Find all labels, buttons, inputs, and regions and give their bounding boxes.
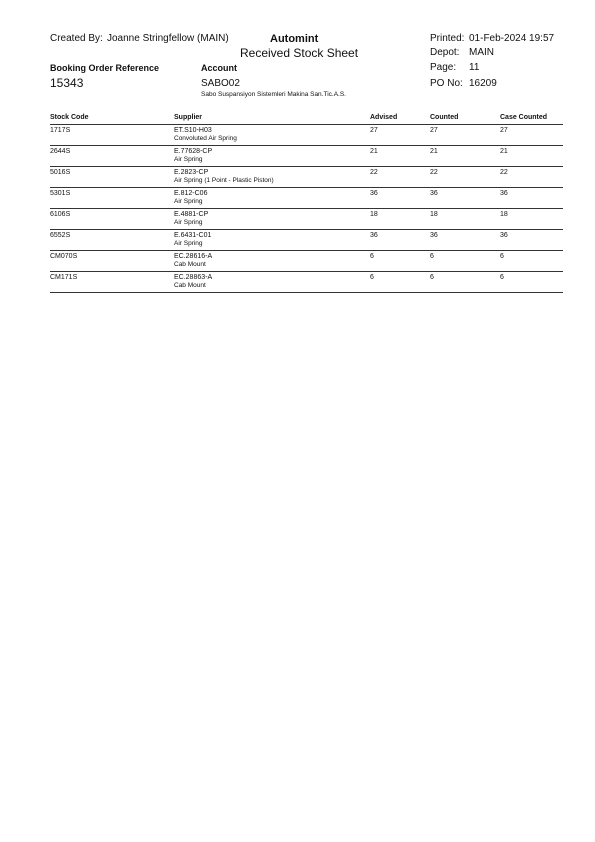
table-row <box>50 272 563 293</box>
case-counted-qty: 21 <box>500 148 508 155</box>
stock-code: CM070S <box>50 253 78 260</box>
advised-qty: 36 <box>370 232 378 239</box>
created-by-value: Joanne Stringfellow (MAIN) <box>107 33 229 44</box>
account-label: Account <box>201 63 237 73</box>
sheet-title: Received Stock Sheet <box>240 46 359 60</box>
case-counted-qty: 18 <box>500 211 508 218</box>
stock-code: 2644S <box>50 148 71 155</box>
counted-qty: 6 <box>430 253 434 260</box>
col-supplier: Supplier <box>174 114 203 121</box>
supplier-code: E.812-C06 <box>174 190 208 197</box>
po-label: PO No: <box>430 78 463 89</box>
counted-qty: 21 <box>430 148 438 155</box>
advised-qty: 36 <box>370 190 378 197</box>
counted-qty: 36 <box>430 232 438 239</box>
booking-ref-value: 15343 <box>50 76 84 90</box>
col-stock-code: Stock Code <box>50 114 89 121</box>
item-description: Air Spring <box>174 156 203 163</box>
supplier-code: E.77628-CP <box>174 148 213 155</box>
stock-code: 1717S <box>50 127 71 134</box>
account-code: SABO02 <box>201 78 240 89</box>
item-description: Air Spring (1 Point - Plastic Piston) <box>174 177 274 184</box>
counted-qty: 36 <box>430 190 438 197</box>
item-description: Air Spring <box>174 198 203 205</box>
stock-code: 6106S <box>50 211 71 218</box>
depot-value: MAIN <box>469 47 494 58</box>
printed-label: Printed: <box>430 33 465 44</box>
page-value: 11 <box>469 62 480 73</box>
supplier-code: E.6431-C01 <box>174 232 212 239</box>
case-counted-qty: 22 <box>500 169 508 176</box>
col-case-counted: Case Counted <box>500 114 548 121</box>
stock-code: 5301S <box>50 190 71 197</box>
item-description: Cab Mount <box>174 261 206 268</box>
advised-qty: 6 <box>370 253 374 260</box>
table-row <box>50 146 563 167</box>
supplier-code: EC.28616-A <box>174 253 213 260</box>
created-by-label: Created By: <box>50 33 103 44</box>
table-row <box>50 209 563 230</box>
supplier-code: EC.28863-A <box>174 274 213 281</box>
booking-ref-label: Booking Order Reference <box>50 63 160 73</box>
po-value: 16209 <box>469 78 497 89</box>
item-description: Air Spring <box>174 219 203 226</box>
case-counted-qty: 27 <box>500 127 508 134</box>
stock-table <box>50 114 563 293</box>
stock-code: 5016S <box>50 169 71 176</box>
printed-value: 01-Feb-2024 19:57 <box>469 33 555 44</box>
supplier-code: ET.S10-H03 <box>174 127 212 134</box>
table-row <box>50 167 563 188</box>
table-row <box>50 125 563 146</box>
counted-qty: 22 <box>430 169 438 176</box>
advised-qty: 22 <box>370 169 378 176</box>
advised-qty: 21 <box>370 148 378 155</box>
item-description: Air Spring <box>174 240 203 247</box>
supplier-code: E.2823-CP <box>174 169 209 176</box>
stock-code: 6552S <box>50 232 71 239</box>
item-description: Cab Mount <box>174 282 206 289</box>
company-name: Automint <box>270 33 319 45</box>
table-header <box>50 114 563 125</box>
table-row <box>50 251 563 272</box>
table-row <box>50 230 563 251</box>
table-row <box>50 188 563 209</box>
col-counted: Counted <box>430 114 459 121</box>
case-counted-qty: 6 <box>500 274 504 281</box>
depot-label: Depot: <box>430 47 460 58</box>
counted-qty: 6 <box>430 274 434 281</box>
col-advised: Advised <box>370 114 398 121</box>
counted-qty: 27 <box>430 127 438 134</box>
supplier-code: E.4881-CP <box>174 211 209 218</box>
page-label: Page: <box>430 62 457 73</box>
advised-qty: 27 <box>370 127 378 134</box>
account-name: Sabo Suspansiyon Sistemleri Makina San.Tic.A.S. <box>201 91 346 98</box>
case-counted-qty: 36 <box>500 190 508 197</box>
stock-code: CM171S <box>50 274 78 281</box>
item-description: Convoluted Air Spring <box>174 135 237 142</box>
advised-qty: 6 <box>370 274 374 281</box>
case-counted-qty: 36 <box>500 232 508 239</box>
case-counted-qty: 6 <box>500 253 504 260</box>
advised-qty: 18 <box>370 211 378 218</box>
counted-qty: 18 <box>430 211 438 218</box>
